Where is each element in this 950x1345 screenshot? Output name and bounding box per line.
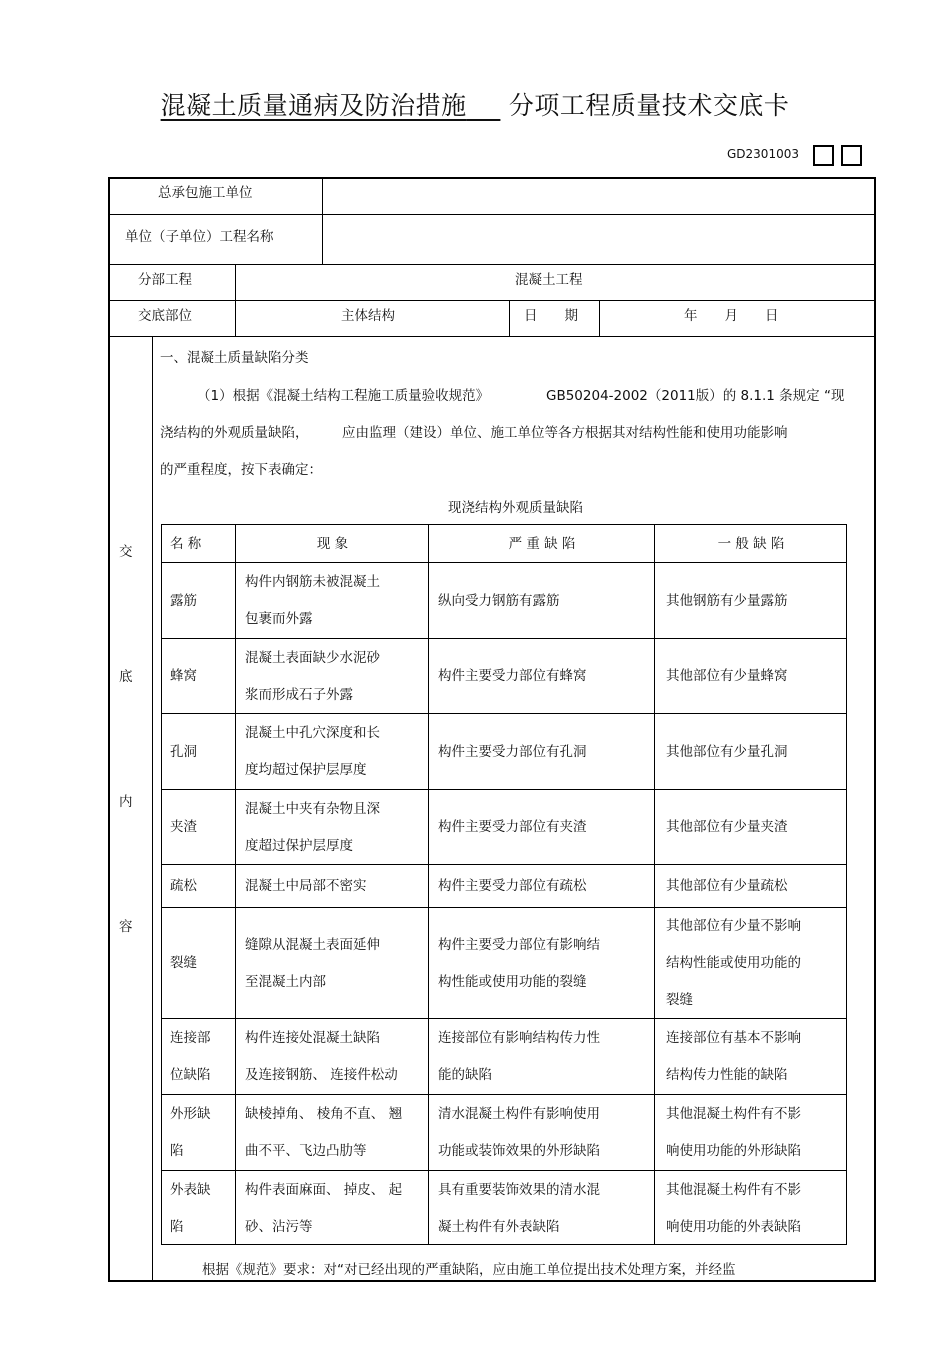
phenomenon-cell: 混凝土中夹有杂物且深 <box>245 801 380 817</box>
defect-name-cell: 陷 <box>170 1143 184 1159</box>
title-part1: 混凝土质量通病及防治措施 <box>160 91 467 120</box>
defect-table <box>161 524 847 1245</box>
defect-name-cell: 孔洞 <box>170 744 197 760</box>
phenomenon-cell: 包裹而外露 <box>245 611 313 627</box>
table-row-line <box>162 1170 846 1171</box>
defect-name-cell: 疏松 <box>170 878 197 894</box>
table-col-line <box>654 525 655 1244</box>
table-col-line <box>428 525 429 1244</box>
phenomenon-cell: 至混凝土内部 <box>245 974 326 990</box>
serious-defect-cell: 具有重要装饰效果的清水混 <box>438 1182 600 1198</box>
general-defect-cell: 响使用功能的外表缺陷 <box>666 1219 801 1235</box>
table-row-line <box>162 638 846 639</box>
side-label-char: 内 <box>119 794 133 810</box>
serious-defect-cell: 构件主要受力部位有影响结 <box>438 937 600 953</box>
defect-name-cell: 位缺陷 <box>170 1067 211 1083</box>
phenomenon-cell: 混凝土中局部不密实 <box>245 878 367 894</box>
defect-name-cell: 陷 <box>170 1219 184 1235</box>
paragraph-line: 的严重程度，按下表确定： <box>160 462 322 478</box>
serious-defect-cell: 凝土构件有外表缺陷 <box>438 1219 560 1235</box>
defect-name-cell: 连接部 <box>170 1030 211 1046</box>
general-defect-cell: 裂缝 <box>666 992 693 1008</box>
doc-code: GD2301003 <box>727 147 799 161</box>
checkbox-2[interactable] <box>841 145 862 166</box>
serious-defect-cell: 构件主要受力部位有疏松 <box>438 878 587 894</box>
table-caption: 现浇结构外观质量缺陷 <box>448 500 583 516</box>
defect-name-cell: 露筋 <box>170 593 197 609</box>
serious-defect-cell: 纵向受力钢筋有露筋 <box>438 593 560 609</box>
divider <box>109 336 875 337</box>
paragraph-line: 应由监理（建设）单位、施工单位等各方根据其对结构性能和使用功能影响 <box>342 425 788 441</box>
phenomenon-cell: 浆而形成石子外露 <box>245 687 353 703</box>
general-defect-cell: 其他部位有少量疏松 <box>666 878 788 894</box>
serious-defect-cell: 清水混凝土构件有影响使用 <box>438 1106 600 1122</box>
phenomenon-cell: 及连接钢筋、 连接件松动 <box>245 1067 398 1083</box>
general-defect-cell: 其他部位有少量不影响 <box>666 918 801 934</box>
general-defect-cell: 响使用功能的外形缺陷 <box>666 1143 801 1159</box>
general-defect-cell: 结构性能或使用功能的 <box>666 955 801 971</box>
paragraph-line: （1）根据《混凝土结构工程施工质量验收规范》 <box>197 388 490 404</box>
paragraph-line: 浇结构的外观质量缺陷， <box>160 425 309 441</box>
serious-defect-cell: 构件主要受力部位有孔洞 <box>438 744 587 760</box>
general-defect-cell: 其他混凝土构件有不影 <box>666 1182 801 1198</box>
general-defect-cell: 其他钢筋有少量露筋 <box>666 593 788 609</box>
phenomenon-cell: 缝隙从混凝土表面延伸 <box>245 937 380 953</box>
table-header-cell: 一 般 缺 陷 <box>717 536 785 552</box>
paragraph-line: GB50204-2002（2011版）的 8.1.1 条规定 “现 <box>546 388 845 404</box>
defect-name-cell: 裂缝 <box>170 955 197 971</box>
divider <box>235 264 236 336</box>
location-value: 主体结构 <box>341 308 395 324</box>
divider <box>109 214 875 215</box>
defect-name-cell: 夹渣 <box>170 819 197 835</box>
footer-line: 根据《规范》要求：对“对已经出现的严重缺陷，应由施工单位提出技术处理方案，并经监 <box>202 1262 736 1278</box>
table-col-line <box>235 525 236 1244</box>
phenomenon-cell: 构件内钢筋未被混凝土 <box>245 574 380 590</box>
phenomenon-cell: 混凝土中孔穴深度和长 <box>245 725 380 741</box>
subproject-value: 混凝土工程 <box>515 272 583 288</box>
page-title <box>0 86 950 122</box>
phenomenon-cell: 构件表面麻面、 掉皮、 起 <box>245 1182 403 1198</box>
table-header-cell: 名 称 <box>170 536 202 552</box>
title-part2: 分项工程质量技术交底卡 <box>508 91 790 120</box>
phenomenon-cell: 度超过保护层厚度 <box>245 838 353 854</box>
general-defect-cell: 其他混凝土构件有不影 <box>666 1106 801 1122</box>
divider <box>152 336 153 1280</box>
table-row-line <box>162 1094 846 1095</box>
table-header-cell: 严 重 缺 陷 <box>508 536 576 552</box>
date-label: 日 期 <box>524 308 578 324</box>
side-label-char: 容 <box>119 919 133 935</box>
divider <box>109 264 875 265</box>
divider <box>599 300 600 336</box>
general-defect-cell: 其他部位有少量孔洞 <box>666 744 788 760</box>
phenomenon-cell: 曲不平、飞边凸肋等 <box>245 1143 367 1159</box>
general-defect-cell: 连接部位有基本不影响 <box>666 1030 801 1046</box>
defect-name-cell: 蜂窝 <box>170 668 197 684</box>
divider <box>509 300 510 336</box>
table-row-line <box>162 1018 846 1019</box>
section-heading: 一、混凝土质量缺陷分类 <box>160 350 309 366</box>
date-value: 年 月 日 <box>684 308 779 324</box>
checkbox-1[interactable] <box>813 145 834 166</box>
subproject-label: 分部工程 <box>138 272 192 288</box>
phenomenon-cell: 构件连接处混凝土缺陷 <box>245 1030 380 1046</box>
general-defect-cell: 其他部位有少量蜂窝 <box>666 668 788 684</box>
general-defect-cell: 结构传力性能的缺陷 <box>666 1067 788 1083</box>
phenomenon-cell: 缺棱掉角、 棱角不直、 翘 <box>245 1106 403 1122</box>
side-label-char: 交 <box>119 544 133 560</box>
serious-defect-cell: 构性能或使用功能的裂缝 <box>438 974 587 990</box>
serious-defect-cell: 能的缺陷 <box>438 1067 492 1083</box>
serious-defect-cell: 连接部位有影响结构传力性 <box>438 1030 600 1046</box>
phenomenon-cell: 度均超过保护层厚度 <box>245 762 367 778</box>
divider <box>109 300 875 301</box>
defect-name-cell: 外表缺 <box>170 1182 211 1198</box>
table-row-line <box>162 789 846 790</box>
phenomenon-cell: 混凝土表面缺少水泥砂 <box>245 650 380 666</box>
general-defect-cell: 其他部位有少量夹渣 <box>666 819 788 835</box>
serious-defect-cell: 功能或装饰效果的外形缺陷 <box>438 1143 600 1159</box>
serious-defect-cell: 构件主要受力部位有夹渣 <box>438 819 587 835</box>
defect-name-cell: 外形缺 <box>170 1106 211 1122</box>
location-label: 交底部位 <box>138 308 192 324</box>
divider <box>322 179 323 264</box>
side-label-char: 底 <box>119 669 133 685</box>
project-name-label: 单位（子单位）工程名称 <box>125 229 274 245</box>
table-header-cell: 现 象 <box>316 536 349 552</box>
serious-defect-cell: 构件主要受力部位有蜂窝 <box>438 668 587 684</box>
phenomenon-cell: 砂、沾污等 <box>245 1219 313 1235</box>
contractor-label: 总承包施工单位 <box>158 185 253 201</box>
